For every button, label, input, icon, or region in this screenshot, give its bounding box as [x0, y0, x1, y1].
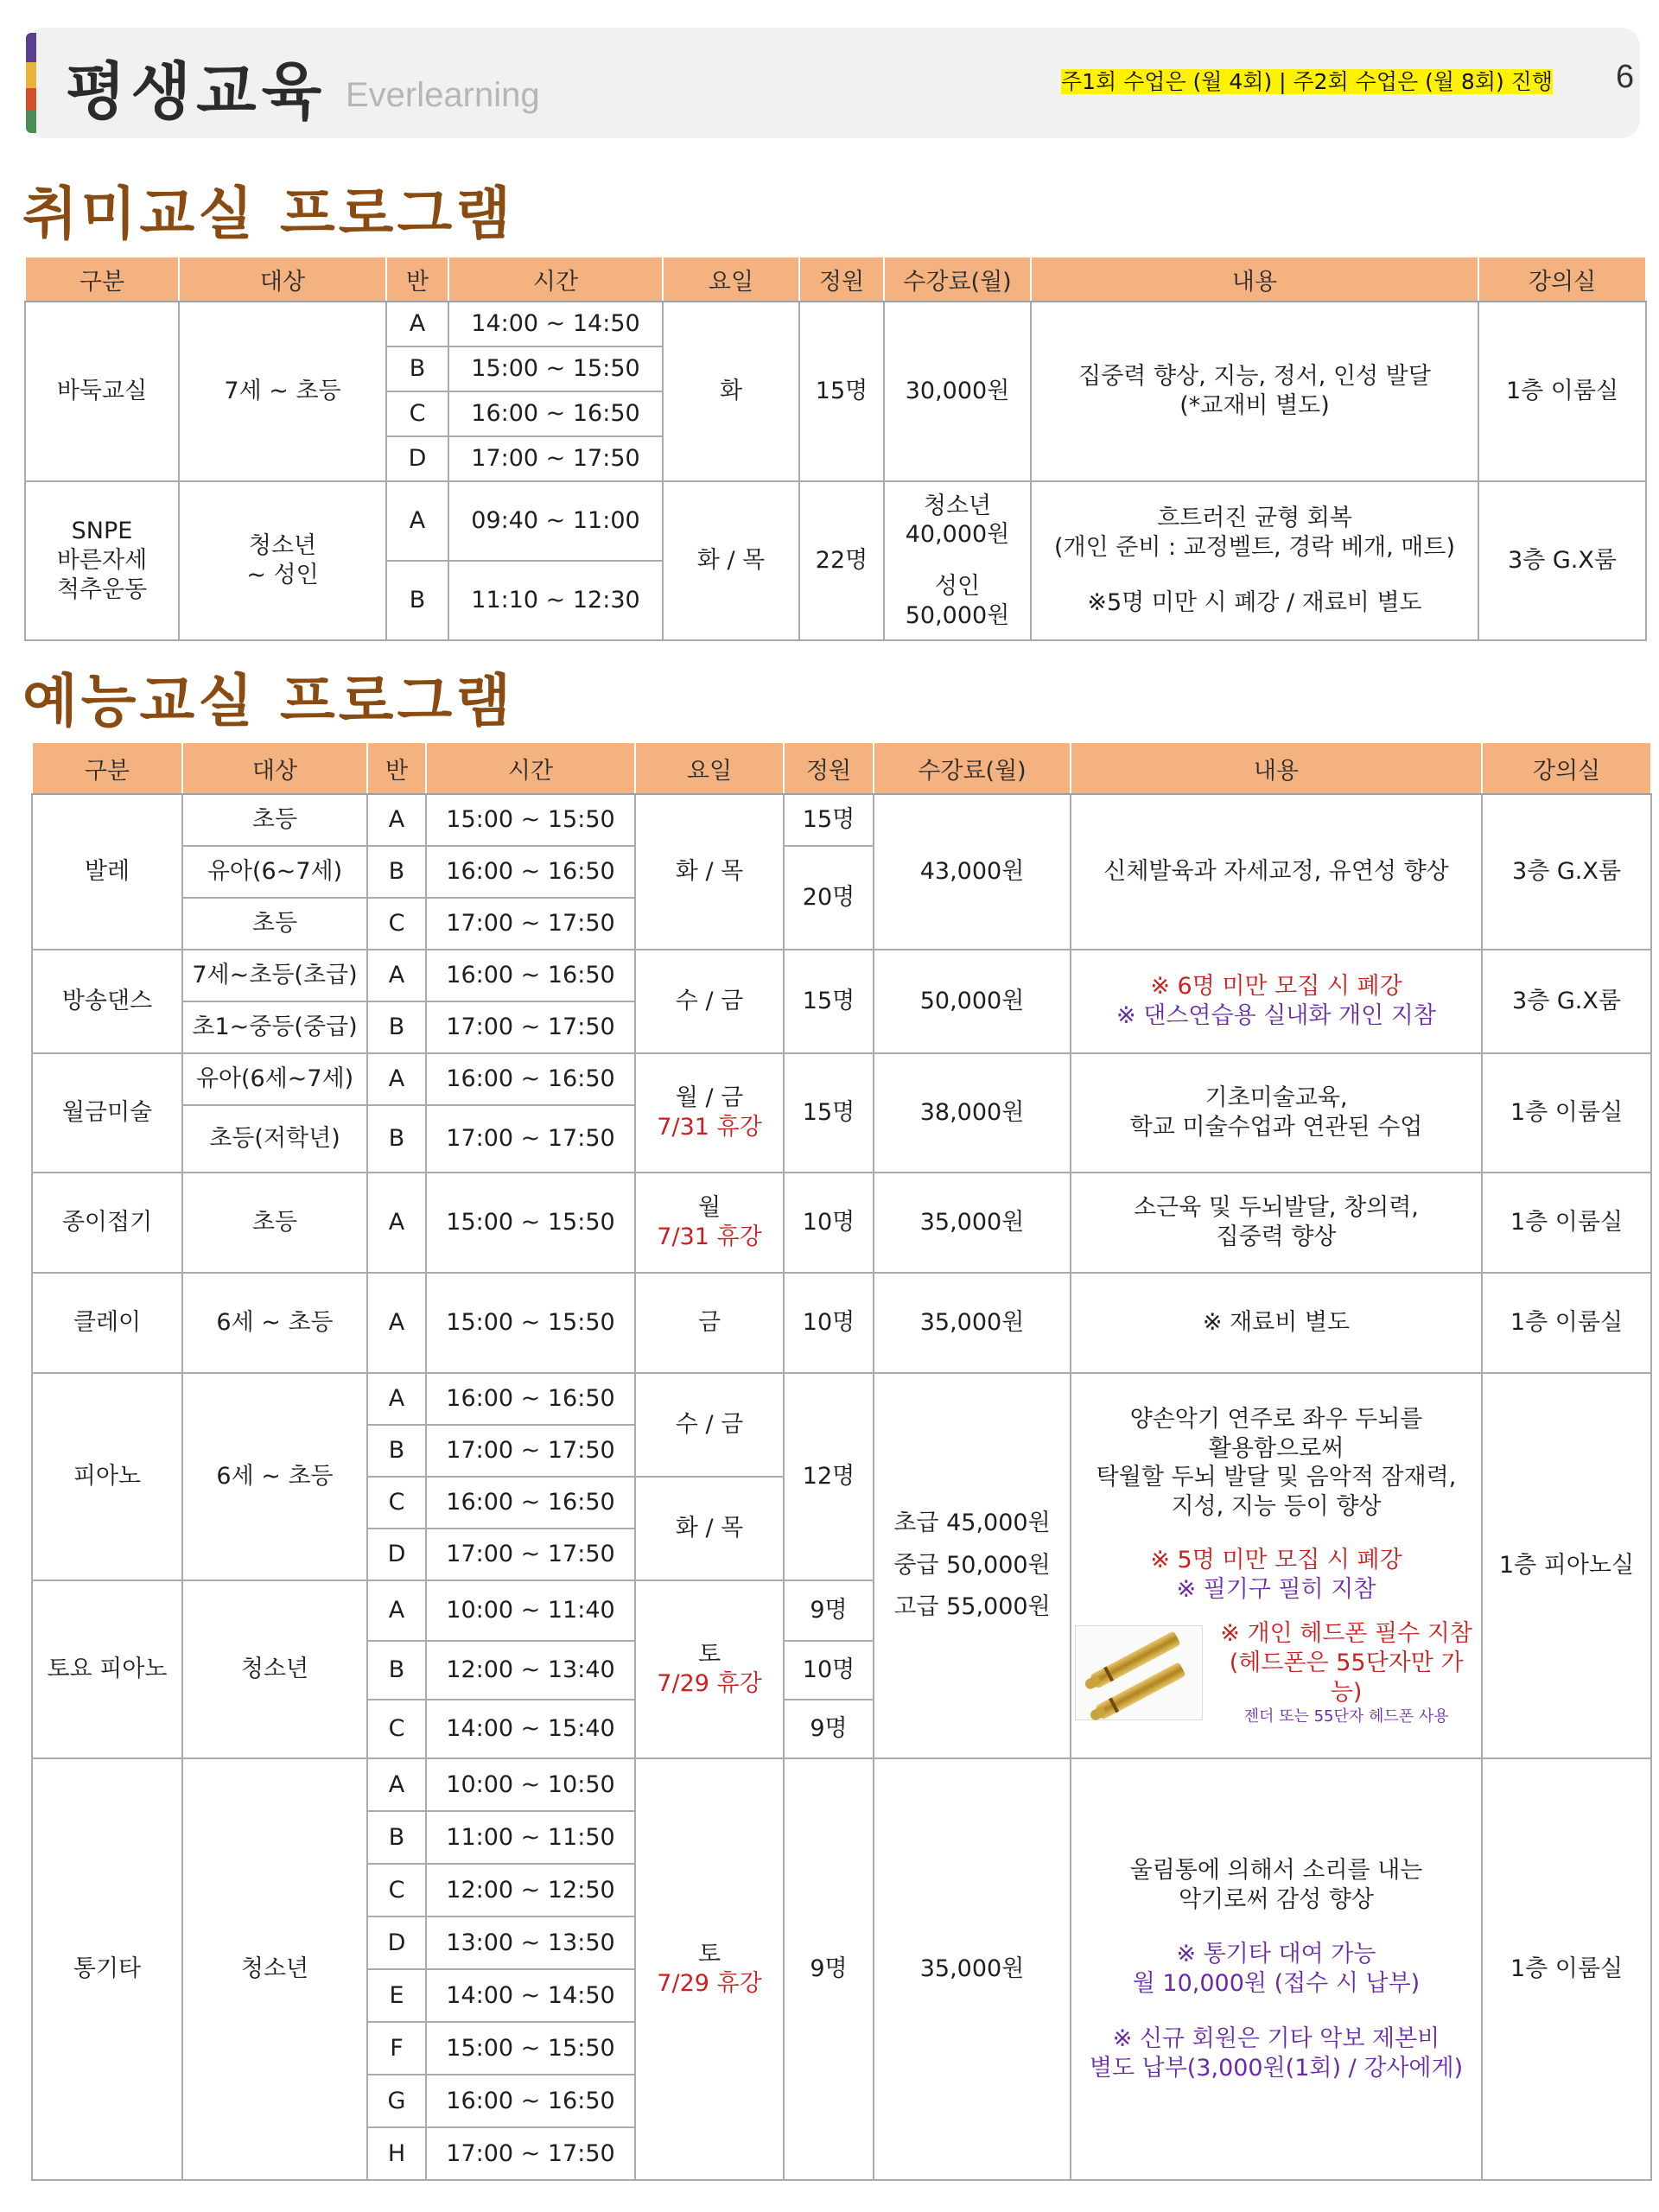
content-line: 탁월할 두뇌 발달 및 음악적 잠재력,: [1096, 1464, 1457, 1491]
table-row: [32, 1373, 1651, 1425]
day: [635, 1580, 784, 1758]
content-line: ※ 필기구 필히 지참: [1176, 1575, 1376, 1603]
class-time: 12:00 ~ 13:40: [426, 1641, 635, 1700]
day: 화 / 목: [663, 481, 799, 640]
hobby-table: [24, 256, 1647, 641]
room: 3층 G.X룸: [1482, 794, 1651, 950]
room: 1층 이룸실: [1478, 302, 1646, 481]
class-time: 16:00 ~ 16:50: [426, 1477, 635, 1529]
room: 1층 이룸실: [1482, 1053, 1651, 1173]
program-name: [25, 481, 179, 640]
day: 화 / 목: [635, 794, 784, 950]
program-name: 방송댄스: [32, 950, 182, 1053]
content-line: 활용함으로써: [1208, 1434, 1344, 1462]
fee: [874, 1373, 1071, 1758]
room: 1층 이룸실: [1482, 1273, 1651, 1373]
target: 초1~중등(중급): [182, 1001, 367, 1053]
content-line: 소근육 및 두뇌발달, 창의력,: [1134, 1194, 1419, 1222]
content-line: 흐트러진 균형 회복: [1157, 505, 1352, 532]
fee-line: 50,000원: [905, 601, 1010, 629]
col-header: 강의실: [1478, 257, 1646, 302]
fee: 50,000원: [874, 950, 1071, 1053]
capacity: 15명: [799, 302, 884, 481]
class-time: 17:00 ~ 17:50: [448, 436, 663, 481]
room: 1층 피아노실: [1482, 1373, 1651, 1758]
day: [635, 1758, 784, 2180]
target: 유아(6~7세): [182, 846, 367, 898]
brand-stripe: [26, 33, 36, 62]
class-time: 15:00 ~ 15:50: [448, 346, 663, 391]
table-row: [25, 481, 1646, 561]
col-header: 구분: [32, 742, 182, 794]
class-id: A: [367, 1053, 426, 1105]
class-id: B: [386, 561, 448, 640]
target: 7세 ~ 초등: [179, 302, 386, 481]
content-line: ※ 신규 회원은 기타 악보 제본비: [1112, 2024, 1440, 2052]
col-header: 시간: [426, 742, 635, 794]
class-time: 17:00 ~ 17:50: [426, 898, 635, 950]
table-row: [25, 302, 1646, 346]
name-line: SNPE: [71, 518, 133, 545]
page-title: 평생교육: [66, 55, 327, 128]
class-id: D: [367, 1529, 426, 1580]
class-id: H: [367, 2127, 426, 2180]
program-name: 발레: [32, 794, 182, 950]
fee-line: 중급 50,000원: [893, 1551, 1051, 1579]
class-time: 17:00 ~ 17:50: [426, 2127, 635, 2180]
content-line: ※ 통기타 대여 가능: [1176, 1941, 1376, 1968]
content-line: ※ 개인 헤드폰 필수 지참: [1220, 1620, 1472, 1648]
capacity: 20명: [784, 846, 874, 950]
target: 초등: [182, 1173, 367, 1273]
class-id: B: [367, 1105, 426, 1173]
class-id: C: [367, 1477, 426, 1529]
capacity: 10명: [784, 1173, 874, 1273]
class-id: B: [367, 1425, 426, 1477]
page-number: 6: [1616, 59, 1635, 95]
class-id: F: [367, 2022, 426, 2075]
content-line: (개인 준비 : 교정벨트, 경락 베개, 매트): [1054, 534, 1455, 562]
schedule-notice-text: 주1회 수업은 (월 4회) | 주2회 수업은 (월 8회) 진행: [1061, 69, 1553, 94]
class-id: B: [367, 846, 426, 898]
col-header: 수강료(월): [874, 742, 1071, 794]
name-line: 바른자세: [56, 547, 148, 575]
class-time: 16:00 ~ 16:50: [426, 950, 635, 1001]
capacity: 15명: [784, 794, 874, 846]
class-time: 10:00 ~ 11:40: [426, 1580, 635, 1641]
target: 초등(저학년): [182, 1105, 367, 1173]
class-id: A: [386, 481, 448, 561]
fee: 38,000원: [874, 1053, 1071, 1173]
break-notice: 7/31 휴강: [657, 1224, 762, 1250]
brand-stripe: [26, 111, 36, 133]
content: [1071, 1758, 1482, 2180]
class-time: 13:00 ~ 13:50: [426, 1916, 635, 1969]
fee-line: 40,000원: [905, 521, 1010, 549]
capacity: 15명: [784, 950, 874, 1053]
content-line: (*교재비 별도): [1179, 392, 1330, 419]
col-header: 요일: [663, 257, 799, 302]
content-line: (헤드폰은 55단자만 가능): [1229, 1649, 1464, 1706]
hobby-header-row: [25, 257, 1646, 302]
content: [1071, 950, 1482, 1053]
col-header: 강의실: [1482, 742, 1651, 794]
capacity: 9명: [784, 1700, 874, 1758]
program-name: 종이접기: [32, 1173, 182, 1273]
target: [179, 481, 386, 640]
col-header: 내용: [1071, 742, 1482, 794]
day: [635, 1053, 784, 1173]
table-row: [32, 794, 1651, 846]
class-time: 11:00 ~ 11:50: [426, 1811, 635, 1864]
class-time: 15:00 ~ 15:50: [426, 794, 635, 846]
content-line: ※5명 미만 시 폐강 / 재료비 별도: [1087, 588, 1422, 616]
program-name: 토요 피아노: [32, 1580, 182, 1758]
class-time: 09:40 ~ 11:00: [448, 481, 663, 561]
class-time: 10:00 ~ 10:50: [426, 1758, 635, 1811]
arts-header-row: [32, 742, 1651, 794]
col-header: 대상: [179, 257, 386, 302]
class-time: 16:00 ~ 16:50: [426, 1373, 635, 1425]
fee-line: 청소년: [923, 492, 992, 519]
capacity: 9명: [784, 1580, 874, 1641]
program-name: 클레이: [32, 1273, 182, 1373]
fee-tiers: [893, 1503, 1050, 1629]
brand-stripe: [26, 88, 36, 111]
target: 7세~초등(초급): [182, 950, 367, 1001]
fee-line: 성인: [934, 573, 981, 600]
schedule-notice: [1061, 67, 1553, 97]
class-id: G: [367, 2075, 426, 2127]
content-line: ※ 댄스연습용 실내화 개인 지참: [1116, 1002, 1436, 1029]
capacity: 10명: [784, 1641, 874, 1700]
col-header: 요일: [635, 742, 784, 794]
day: 금: [635, 1273, 784, 1373]
class-time: 14:00 ~ 14:50: [426, 1969, 635, 2022]
fee: 30,000원: [884, 302, 1031, 481]
content-line: ※ 5명 미만 모집 시 폐강: [1150, 1546, 1402, 1573]
target: 초등: [182, 898, 367, 950]
col-header: 반: [386, 257, 448, 302]
fee: 43,000원: [874, 794, 1071, 950]
class-id: A: [386, 302, 448, 346]
content: 신체발육과 자세교정, 유연성 향상: [1071, 794, 1482, 950]
target: 유아(6세~7세): [182, 1053, 367, 1105]
class-id: A: [367, 950, 426, 1001]
class-time: 11:10 ~ 12:30: [448, 561, 663, 640]
room: 1층 이룸실: [1482, 1173, 1651, 1273]
table-row: [32, 1273, 1651, 1373]
class-id: A: [367, 794, 426, 846]
room: 3층 G.X룸: [1482, 950, 1651, 1053]
col-header: 수강료(월): [884, 257, 1031, 302]
class-time: 16:00 ~ 16:50: [426, 846, 635, 898]
break-notice: 7/29 휴강: [657, 1670, 762, 1697]
break-notice: 7/31 휴강: [657, 1114, 762, 1141]
class-time: 17:00 ~ 17:50: [426, 1425, 635, 1477]
room: 3층 G.X룸: [1478, 481, 1646, 640]
arts-table: [31, 741, 1652, 2181]
break-notice: 7/29 휴강: [657, 1970, 762, 1997]
content: ※ 재료비 별도: [1071, 1273, 1482, 1373]
target-line: ~ 성인: [246, 562, 319, 588]
class-time: 16:00 ~ 16:50: [426, 2075, 635, 2127]
name-line: 척추운동: [56, 575, 148, 603]
content: [1031, 302, 1478, 481]
table-row: [32, 950, 1651, 1001]
class-id: C: [367, 1864, 426, 1916]
program-name: 피아노: [32, 1373, 182, 1580]
content-line: 양손악기 연주로 좌우 두뇌를: [1129, 1405, 1423, 1433]
content: [1071, 1173, 1482, 1273]
target: 6세 ~ 초등: [182, 1373, 367, 1580]
col-header: 반: [367, 742, 426, 794]
brand-stripe: [26, 62, 36, 88]
class-id: E: [367, 1969, 426, 2022]
col-header: 정원: [799, 257, 884, 302]
content-line: 악기로써 감성 향상: [1179, 1885, 1374, 1913]
class-id: D: [367, 1916, 426, 1969]
class-id: B: [367, 1001, 426, 1053]
capacity: 15명: [784, 1053, 874, 1173]
content: [1071, 1053, 1482, 1173]
class-time: 15:00 ~ 15:50: [426, 2022, 635, 2075]
hobby-section-title: 취미교실 프로그램: [22, 181, 515, 247]
fee: [884, 481, 1031, 640]
col-header: 구분: [25, 257, 179, 302]
fee-line: 고급 55,000원: [893, 1593, 1051, 1621]
target: 초등: [182, 794, 367, 846]
table-row: [32, 1053, 1651, 1105]
content-line: 집중력 향상: [1216, 1224, 1337, 1250]
content: [1031, 481, 1478, 640]
class-time: 16:00 ~ 16:50: [426, 1053, 635, 1105]
room: 1층 이룸실: [1482, 1758, 1651, 2180]
col-header: 내용: [1031, 257, 1478, 302]
class-time: 14:00 ~ 14:50: [448, 302, 663, 346]
program-name: 통기타: [32, 1758, 182, 2180]
class-time: 15:00 ~ 15:50: [426, 1273, 635, 1373]
class-time: 14:00 ~ 15:40: [426, 1700, 635, 1758]
target-line: 청소년: [248, 532, 317, 560]
target: 청소년: [182, 1758, 367, 2180]
class-id: A: [367, 1580, 426, 1641]
class-time: 17:00 ~ 17:50: [426, 1529, 635, 1580]
day-line: 월: [697, 1194, 721, 1222]
program-name: 월금미술: [32, 1053, 182, 1173]
class-time: 16:00 ~ 16:50: [448, 391, 663, 436]
content-line: 학교 미술수업과 연관된 수업: [1129, 1114, 1423, 1141]
day-line: 월 / 금: [675, 1084, 744, 1112]
class-id: B: [367, 1641, 426, 1700]
col-header: 정원: [784, 742, 874, 794]
day: 수 / 금: [635, 950, 784, 1053]
col-header: 대상: [182, 742, 367, 794]
day: 수 / 금: [635, 1373, 784, 1477]
class-id: D: [386, 436, 448, 481]
content-line: 젠더 또는 55단자 헤드폰 사용: [1243, 1707, 1449, 1726]
class-id: B: [367, 1811, 426, 1864]
day: 화: [663, 302, 799, 481]
content-line: 기초미술교육,: [1205, 1084, 1348, 1112]
capacity: 10명: [784, 1273, 874, 1373]
class-id: B: [386, 346, 448, 391]
day: 화 / 목: [635, 1477, 784, 1580]
col-header: 시간: [448, 257, 663, 302]
headphone-notice: [1075, 1619, 1478, 1726]
content-line: 지성, 지능 등이 향상: [1171, 1493, 1382, 1521]
class-id: C: [367, 1700, 426, 1758]
content-line: 집중력 향상, 지능, 정서, 인성 발달: [1078, 363, 1431, 391]
content-line: ※ 6명 미만 모집 시 폐강: [1150, 973, 1402, 1001]
class-id: A: [367, 1273, 426, 1373]
target: 청소년: [182, 1580, 367, 1758]
day-line: 토: [697, 1941, 721, 1968]
class-time: 15:00 ~ 15:50: [426, 1173, 635, 1273]
page-subtitle: Everlearning: [346, 76, 540, 114]
class-id: C: [367, 898, 426, 950]
fee: 35,000원: [874, 1273, 1071, 1373]
fee-line: 초급 45,000원: [893, 1510, 1051, 1537]
page-header: [26, 28, 1640, 138]
content-line: 별도 납부(3,000원(1회) / 강사에게): [1089, 2054, 1464, 2082]
content-line: 울림통에 의해서 소리를 내는: [1129, 1856, 1423, 1884]
class-time: 12:00 ~ 12:50: [426, 1864, 635, 1916]
class-time: 17:00 ~ 17:50: [426, 1105, 635, 1173]
capacity: 22명: [799, 481, 884, 640]
program-name: 바둑교실: [25, 302, 179, 481]
class-time: 17:00 ~ 17:50: [426, 1001, 635, 1053]
capacity: 9명: [784, 1758, 874, 2180]
headphone-jack-image: [1075, 1625, 1203, 1720]
target: 6세 ~ 초등: [182, 1273, 367, 1373]
fee: 35,000원: [874, 1173, 1071, 1273]
class-id: C: [386, 391, 448, 436]
capacity: 12명: [784, 1373, 874, 1580]
class-id: A: [367, 1373, 426, 1425]
class-id: A: [367, 1173, 426, 1273]
fee: 35,000원: [874, 1758, 1071, 2180]
day: [635, 1173, 784, 1273]
arts-section-title: 예능교실 프로그램: [22, 668, 515, 734]
table-row: [32, 1173, 1651, 1273]
table-row: [32, 1758, 1651, 1811]
content: [1071, 1373, 1482, 1758]
content-line: 월 10,000원 (접수 시 납부): [1132, 1970, 1421, 1997]
class-id: A: [367, 1758, 426, 1811]
day-line: 토: [697, 1641, 721, 1669]
